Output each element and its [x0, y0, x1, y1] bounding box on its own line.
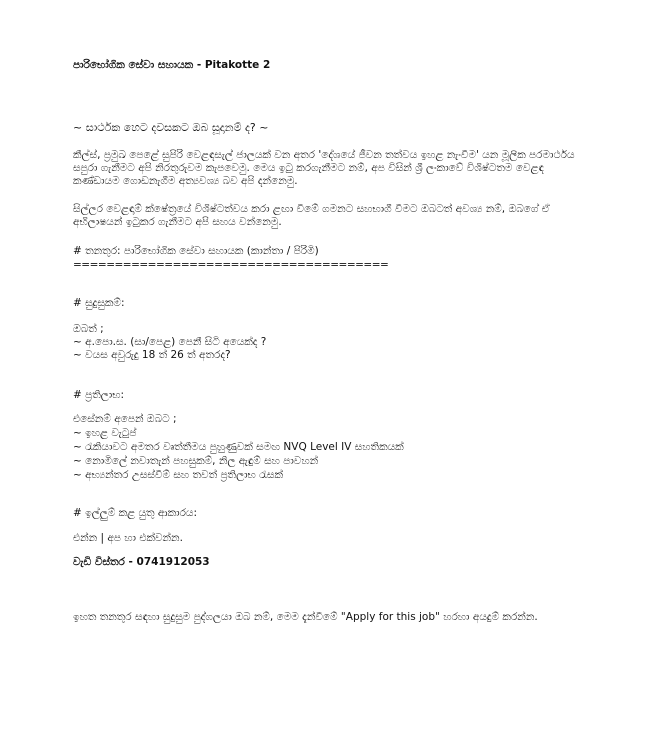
intro-2-line: අභිලාෂයන් ඉටුකර ගැනීමට අපි සහය වන්නෙමු.	[73, 216, 282, 228]
qualification-item: ~ අ.පො.ස. (සා/පෙළ) පෙනී සිටි අයෙක්ද ?	[73, 336, 267, 348]
contact-line: වැඩි විස්තර - 0741912053	[73, 556, 210, 568]
benefit-item: ~ අභ්‍යන්තර උසස්වීම් සහ තවත් ප්‍රතිලාභ රැසක්	[73, 469, 284, 481]
intro-1-line: කණ්ඩායම ගොඩනැගීම අත්‍යවශ්‍ය බව අපි දන්නෙමු.	[73, 175, 298, 187]
benefit-item: ~ නොමිලේ නවාතැන් පහසුකම්, නිල ඇඳුම් සහ පාවහන්	[73, 455, 319, 467]
intro-paragraph-2	[73, 203, 593, 229]
qualification-item: ~ වයස අවුරුදු 18 ත් 26 ත් අතරද?	[73, 349, 231, 361]
intro-1-line: කීල්ස්, ප්‍රමුඛ පෙළේ සුපිරි වෙළඳසැල් ජාලයක් වන අතර 'දේශයේ ජීවන තත්වය ඉහළ නැංවීම' යන මූලික පරමාර්ථය	[73, 149, 575, 161]
benefit-item: ~ රැකියාවට අමතර වෘත්තීමය පුහුණුවක් සමඟ NVQ Level IV සහතිකයක්	[73, 441, 404, 453]
qualifications-lead: ඔබත් ;	[73, 323, 104, 335]
benefits-lead: එසේනම් අපෙන් ඔබට ;	[73, 413, 177, 425]
post-line: # තනතුර: පාරිභෝගික සේවා සහායක (කාන්තා / පිරිමි)	[73, 245, 319, 257]
tagline: ~ සාර්ථක හෙට දවසකට ඔබ සූදානම් ද? ~	[73, 121, 269, 134]
job-title: පාරිභෝගික සේවා සහායක - Pitakotte 2	[73, 59, 271, 71]
how-to-apply-text: එන්න | අප හා එක්වන්න.	[73, 532, 183, 544]
qualifications-heading: # සුදුසුකම්:	[73, 297, 125, 309]
benefits-heading: # ප්‍රතිලාභ:	[73, 389, 125, 401]
intro-1-line: සපුරා ගැනීමට අපි නිරතුරුවම කැපවෙමු. මෙය ඉටු කරගැනීමට නම්, අප විසින් ශ්‍රී ලංකාවේ විශිෂ්ටතම වෙළඳ	[73, 162, 544, 174]
separator-line: ======================================	[73, 259, 389, 271]
footer-note: ඉහත තනතුර සඳහා සුදුසුම පුද්ගලයා ඔබ නම්, මෙම දැන්වීමේ "Apply for this job" හරහා අයදුම් කරන්න.	[73, 611, 538, 623]
intro-paragraph-1	[73, 149, 593, 188]
intro-2-line: සිල්ලර වෙළඳාම් ක්ෂේත්‍රයේ විශිෂ්ටත්වය කරා ළඟා වීමේ ගමනට සහභාගී වීමට ඔබටත් අවශ්‍ය නම්, ඔබගේ ඒ	[73, 203, 550, 215]
how-to-apply-heading: # ඉල්ලුම් කළ යුතු ආකාරය:	[73, 507, 197, 519]
benefit-item: ~ ඉහළ වැටුප්	[73, 427, 137, 439]
